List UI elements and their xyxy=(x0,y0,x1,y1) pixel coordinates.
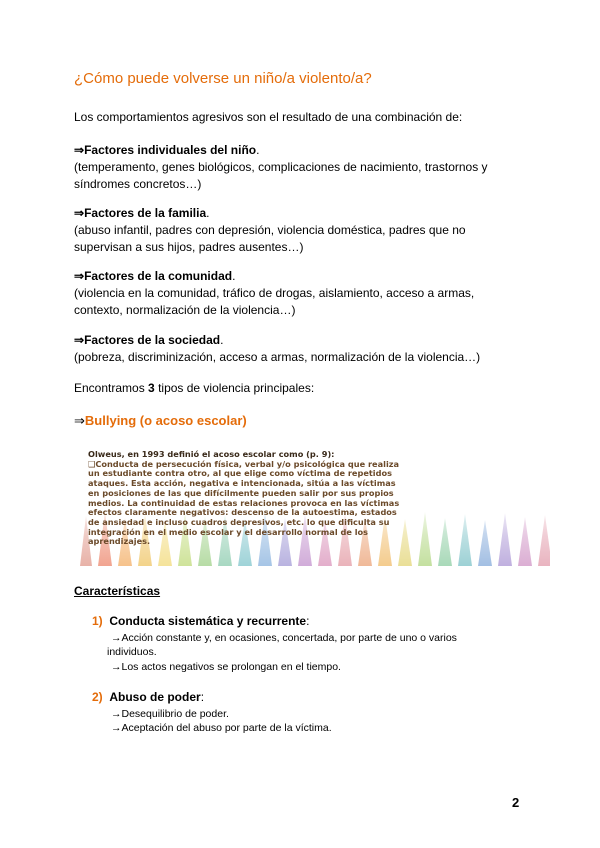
factor-family: ⇒Factores de la familia. (abuso infantil, padres con depresión, violencia doméstica, padres que no supervisan a sus hijos, padres ausentes…) xyxy=(74,206,466,254)
page-title: ¿Cómo puede volverse un niño/a violento/a? xyxy=(74,70,372,87)
arrow-icon: ⇒ xyxy=(74,413,85,428)
factor-individual: ⇒Factores individuales del niño. (temperamento, genes biológicos, complicaciones de nacimiento, trastornos y síndromes concretos…) xyxy=(74,143,488,191)
arrow-icon: ⇒ xyxy=(74,269,85,283)
characteristic-item: 1) Conducta sistemática y recurrente: →Acción constante y, en ocasiones, concertada, por parte de uno o varios individuos. →Los actos negativos se prolongan en el tiempo. xyxy=(92,614,457,673)
arrow-icon: ⇒ xyxy=(74,206,85,220)
bullying-heading: ⇒Bullying (o acoso escolar) xyxy=(74,413,247,428)
intro-text: Los comportamientos agresivos son el resultado de una combinación de: xyxy=(74,110,463,124)
definition-text: Olweus, en 1993 definió el acoso escolar como (p. 9): ❑Conducta de persecución física, verbal y/o psicológica que realiza un estudiante contra otro, al que elige como víctima de repetidos ataques. Esta acción, negativa e intencionada, sitúa a las víctimas en posiciones de las que difícilmente pueden salir por sus propios medios. La continuidad de estas relaciones provoca en las víctimas efectos claramente negativos: descenso de la autoestima, estados de ansiedad e incluso cuadros depresivos, etc. lo que dificulta su integración en el medio escolar y el desarrollo normal de los aprendizajes. xyxy=(88,449,400,547)
arrow-icon: ⇒ xyxy=(74,333,85,347)
bullying-definition-image xyxy=(78,448,550,566)
factor-community: ⇒Factores de la comunidad. (violencia en la comunidad, tráfico de drogas, aislamiento, acceso a armas, contexto, normalización de la violencia…) xyxy=(74,269,475,317)
characteristic-item: 2) Abuso de poder: →Desequilibrio de poder. →Aceptación del abuso por parte de la víctima. xyxy=(92,690,332,734)
factor-society: ⇒Factores de la sociedad. (pobreza, discriminización, acceso a armas, normalización de la violencia…) xyxy=(74,333,481,364)
arrow-icon: ⇒ xyxy=(74,143,85,157)
characteristics-title: Características xyxy=(74,584,161,598)
page-number: 2 xyxy=(512,795,520,810)
types-text: Encontramos 3 tipos de violencia principales: xyxy=(74,381,315,395)
